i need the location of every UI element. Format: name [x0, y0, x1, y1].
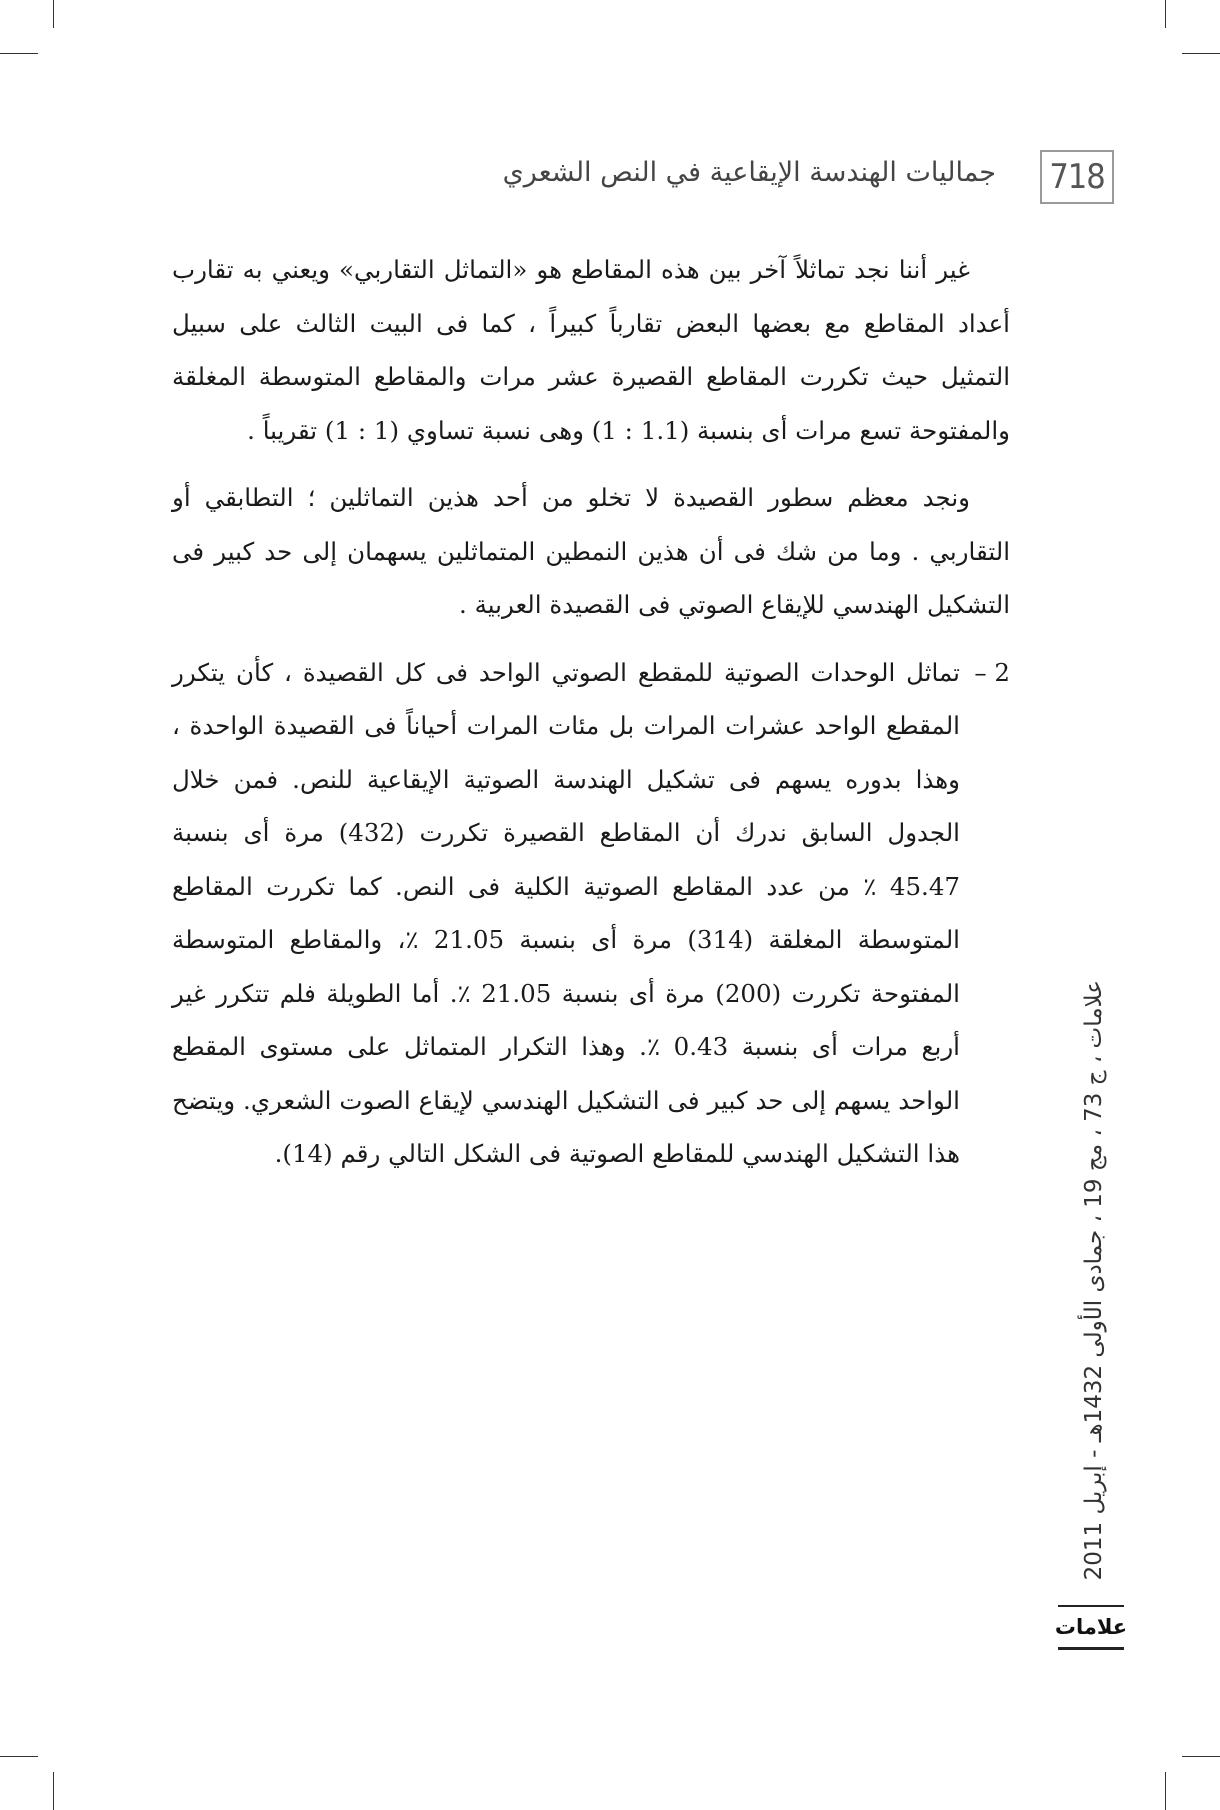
crop-mark-top-right-h: [1182, 53, 1220, 54]
crop-mark-bottom-right-v: [1165, 1772, 1166, 1810]
list-item-2: [172, 646, 1010, 1181]
crop-mark-bottom-right-h: [1182, 1756, 1220, 1757]
crop-mark-top-left-v: [53, 0, 54, 28]
crop-mark-top-right-v: [1165, 0, 1166, 28]
list-item-marker: 2 –: [974, 657, 1010, 687]
article-body: [172, 243, 1010, 1181]
crop-mark-top-left-h: [0, 53, 38, 54]
journal-sidebar: [1073, 960, 1115, 1600]
running-title: جماليات الهندسة الإيقاعية في النص الشعري: [502, 157, 996, 188]
paragraph-2: ونجد معظم سطور القصيدة لا تخلو من أحد هذين التماثلين ؛ التطابقي أو التقاربي . وما من شك فى أن هذين النمطين المتماثلين يسهمان إلى حد كبير فى التشكيل الهندسي للإيقاع الصوتي فى القصيدة العربية .: [172, 483, 1010, 619]
list-item-text: تماثل الوحدات الصوتية للمقطع الصوتي الواحد فى كل القصيدة ، كأن يتكرر المقطع الواحد عشرات المرات بل مئات المرات أحياناً فى القصيدة الواحدة ، وهذا بدوره يسهم فى تشكيل الهندسة الصوتية الإيقاعية للنص. فمن خلال الجدول السابق ندرك أن المقاطع القصيرة تكررت (432) مرة أى بنسبة 45.47 ٪ من عدد المقاطع الصوتية الكلية فى النص. كما تكررت المقاطع المتوسطة المغلقة (314) مرة أى بنسبة 21.05 ٪، والمقاطع المتوسطة المفتوحة تكررت (200) مرة أى بنسبة 21.05 ٪. أما الطويلة فلم تتكرر غير أربع مرات أى بنسبة 0.43 ٪. وهذا التكرار المتماثل على مستوى المقطع الواحد يسهم إلى حد كبير فى التشكيل الهندسي لإيقاع الصوت الشعري. ويتضح هذا التشكيل الهندسي للمقاطع الصوتية فى الشكل التالي رقم (14).: [172, 657, 960, 1168]
crop-mark-bottom-left-h: [0, 1756, 38, 1757]
journal-citation: علامات ، ج 73 ، مج 19 ، جمادى الأولى 1432هـ - إبريل 2011: [1081, 979, 1107, 1581]
page-number: 718: [1040, 150, 1114, 204]
crop-mark-bottom-left-v: [53, 1772, 54, 1810]
paragraph-1: غير أننا نجد تماثلاً آخر بين هذه المقاطع هو «التماثل التقاربي» ويعني به تقارب أعداد المقاطع مع بعضها البعض تقارباً كبيراً ، كما فى البيت الثالث على سبيل التمثيل حيث تكررت المقاطع القصيرة عشر مرات والمقاطع المتوسطة المغلقة والمفتوحة تسع مرات أى بنسبة (1.1 : 1) وهى نسبة تساوي (1 : 1) تقريباً .: [172, 255, 1010, 445]
journal-logo: علامات: [1058, 1605, 1124, 1650]
